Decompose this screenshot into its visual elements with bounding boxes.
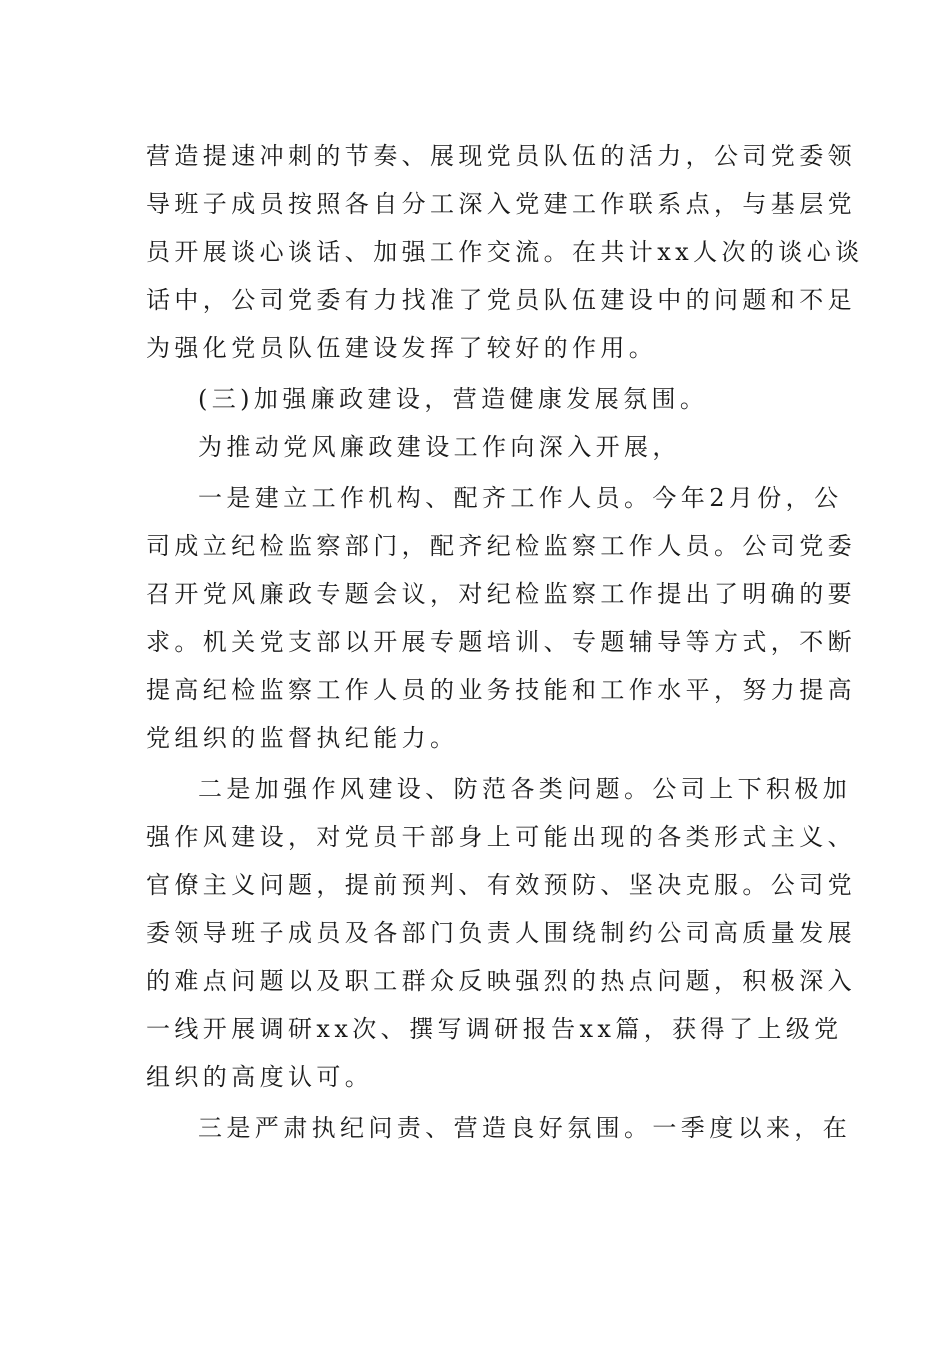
text-line: 组织的高度认可。 xyxy=(146,1063,374,1091)
text-line: 三是严肃执纪问责、营造良好氛围。一季度以来，在 xyxy=(198,1114,852,1142)
text-line: 委领导班子成员及各部门负责人围绕制约公司高质量发展 xyxy=(146,919,856,947)
text-line: 营造提速冲刺的节奏、展现党员队伍的活力，公司党委领 xyxy=(146,142,856,170)
text-line: 司成立纪检监察部门，配齐纪检监察工作人员。公司党委 xyxy=(146,532,856,560)
text-line: 召开党风廉政专题会议，对纪检监察工作提出了明确的要 xyxy=(146,580,856,608)
text-line: 提高纪检监察工作人员的业务技能和工作水平，努力提高 xyxy=(146,676,856,704)
paragraph-intro xyxy=(146,423,806,471)
text-line: 党组织的监督执纪能力。 xyxy=(146,724,459,752)
paragraph-point-two xyxy=(146,765,856,1101)
paragraph-point-one xyxy=(146,474,856,762)
paragraph-point-three xyxy=(146,1104,852,1152)
text-line: 二是加强作风建设、防范各类问题。公司上下积极加 xyxy=(198,775,852,803)
text-line: 的难点问题以及职工群众反映强烈的热点问题，积极深入 xyxy=(146,967,856,995)
text-line: 话中，公司党委有力找准了党员队伍建设中的问题和不足 xyxy=(146,286,856,314)
section-heading-integrity xyxy=(146,375,806,423)
text-line: 为推动党风廉政建设工作向深入开展， xyxy=(198,433,681,461)
section-heading: (三)加强廉政建设，营造健康发展氛围。 xyxy=(198,385,709,413)
text-line: 强作风建设，对党员干部身上可能出现的各类形式主义、 xyxy=(146,823,856,851)
text-line: 一是建立工作机构、配齐工作人员。今年2月份，公 xyxy=(198,484,843,512)
text-line: 为强化党员队伍建设发挥了较好的作用。 xyxy=(146,334,658,362)
text-line: 员开展谈心谈话、加强工作交流。在共计xx人次的谈心谈 xyxy=(146,238,864,266)
text-line: 求。机关党支部以开展专题培训、专题辅导等方式，不断 xyxy=(146,628,856,656)
paragraph-party-member-talks xyxy=(146,132,864,372)
text-line: 导班子成员按照各自分工深入党建工作联系点，与基层党 xyxy=(146,190,856,218)
text-line: 一线开展调研xx次、撰写调研报告xx篇，获得了上级党 xyxy=(146,1015,843,1043)
text-line: 官僚主义问题，提前预判、有效预防、坚决克服。公司党 xyxy=(146,871,856,899)
document-body xyxy=(146,132,864,1152)
